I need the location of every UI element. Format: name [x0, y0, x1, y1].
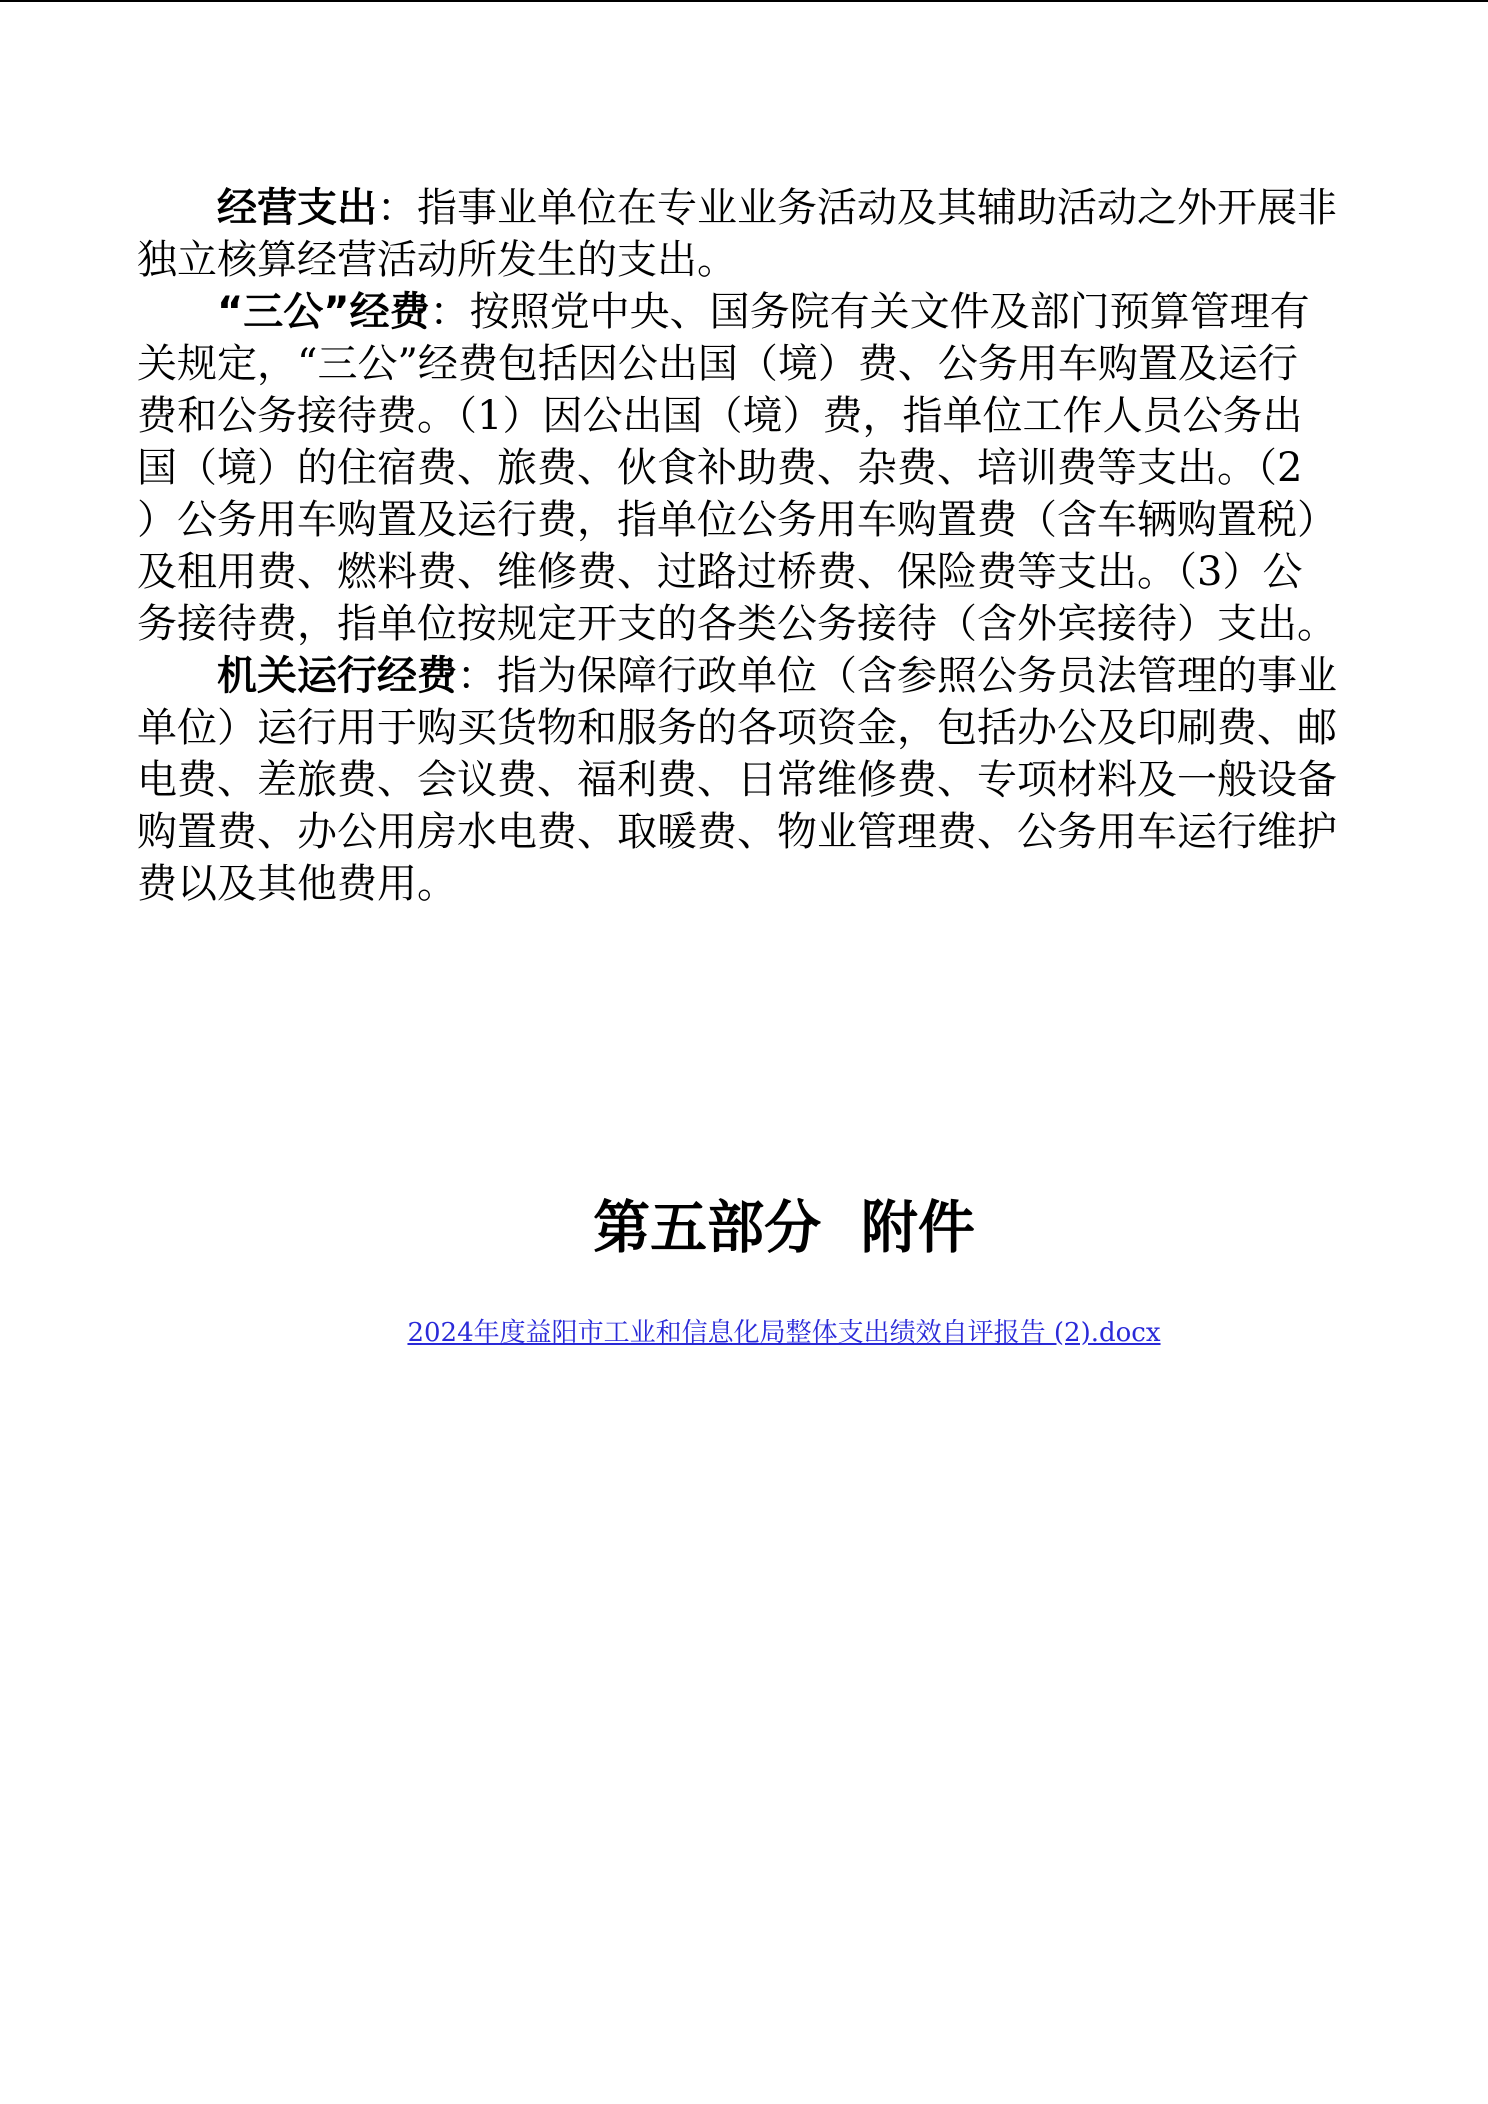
paragraph-line: 关规定，“三公”经费包括因公出国（境）费、公务用车购置及运行: [137, 341, 1298, 387]
attachment-link-container: [80, 1315, 1488, 1351]
paragraph-line: [137, 286, 1357, 338]
paragraph-operating-expenditure: [137, 182, 1357, 286]
definitions-body: [137, 182, 1357, 910]
page-top-border: [0, 0, 1488, 2]
paragraph-line: 购置费、办公用房水电费、取暖费、物业管理费、公务用车运行维护: [137, 809, 1337, 855]
paragraph-line: 单位）运行用于购买货物和服务的各项资金，包括办公及印刷费、邮: [137, 705, 1337, 751]
paragraph-line: 费和公务接待费。（1）因公出国（境）费，指单位工作人员公务出: [137, 393, 1303, 439]
term-label: 机关运行经费: [217, 653, 457, 699]
term-label: “三公”经费: [217, 289, 430, 335]
line-text: ：指事业单位在专业业务活动及其辅助活动之外开展非: [377, 185, 1337, 231]
paragraph-line: 及租用费、燃料费、维修费、过路过桥费、保险费等支出。（3）公: [137, 549, 1303, 595]
section-heading-container: [80, 1193, 1488, 1263]
term-label: 经营支出: [217, 185, 377, 231]
paragraph-line: [137, 650, 1357, 702]
paragraph-line: ）公务用车购置及运行费，指单位公务用车购置费（含车辆购置税）: [137, 497, 1337, 543]
paragraph-line: 电费、差旅费、会议费、福利费、日常维修费、专项材料及一般设备: [137, 757, 1337, 803]
paragraph-line: 国（境）的住宿费、旅费、伙食补助费、杂费、培训费等支出。（2: [137, 445, 1303, 491]
paragraph-line: [137, 182, 1357, 234]
paragraph-three-public-expenses: [137, 286, 1357, 650]
line-text: ：按照党中央、国务院有关文件及部门预算管理有: [429, 289, 1310, 335]
paragraph-line: 费以及其他费用。: [137, 861, 457, 907]
paragraph-agency-operating-funds: [137, 650, 1357, 910]
paragraph-line: 务接待费，指单位按规定开支的各类公务接待（含外宾接待）支出。: [137, 601, 1337, 647]
section-heading: 第五部分 附件: [593, 1195, 975, 1261]
attachment-file-link[interactable]: 2024年度益阳市工业和信息化局整体支出绩效自评报告 (2).docx: [407, 1318, 1161, 1348]
paragraph-line: 独立核算经营活动所发生的支出。: [137, 237, 737, 283]
line-text: ：指为保障行政单位（含参照公务员法管理的事业: [457, 653, 1337, 699]
